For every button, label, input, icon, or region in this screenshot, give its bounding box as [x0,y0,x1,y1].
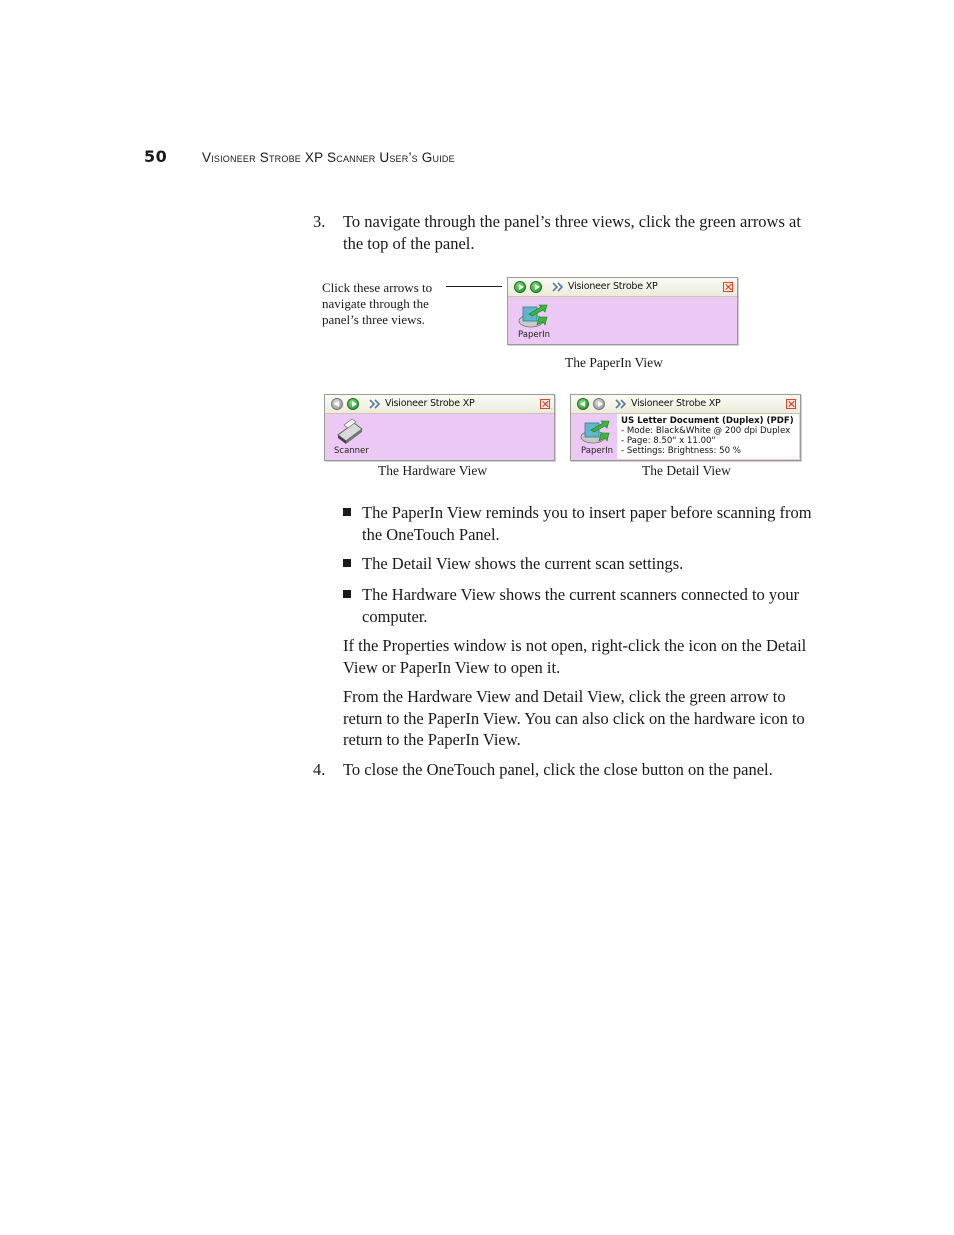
detail-view-panel [570,394,801,461]
step-number: 3. [313,212,326,231]
paperin-icon[interactable] [517,301,551,329]
bullet-item [343,502,813,546]
paperin-view-panel [507,277,738,345]
bullet-item [343,553,813,575]
step-3 [313,211,813,255]
detail-heading: US Letter Document (Duplex) (PDF) [621,416,794,426]
paragraph: From the Hardware View and Detail View, click the green arrow to return to the PaperIn View. You can also click on the hardware icon to return to the PaperIn View. [343,687,805,749]
double-chevron-icon [369,399,381,409]
bullet-text: The PaperIn View reminds you to insert paper before scanning from the OneTouch Panel. [362,503,812,544]
step-text: To navigate through the panel’s three views, click the green arrows at the top of the panel. [343,212,801,253]
green-arrow-right-icon[interactable] [530,281,542,293]
grey-arrow-left-icon[interactable] [331,398,343,410]
close-icon[interactable] [786,399,796,409]
paperin-icon[interactable] [579,417,613,445]
bullet-text: The Hardware View shows the current scanners connected to your computer. [362,585,800,626]
panel-titlebar [325,395,554,414]
scanner-icon[interactable] [334,417,364,445]
green-arrow-left-icon[interactable] [577,398,589,410]
step-text: To close the OneTouch panel, click the close button on the panel. [343,760,773,779]
panel-titlebar [571,395,800,414]
panel-title: Visioneer Strobe XP [568,281,658,292]
icon-label: PaperIn [581,446,613,456]
close-icon[interactable] [540,399,550,409]
close-icon[interactable] [723,282,733,292]
detail-line: - Page: 8.50" x 11.00" [621,436,716,446]
detail-line: - Mode: Black&White @ 200 dpi Duplex [621,426,791,436]
icon-label: Scanner [334,446,369,456]
icon-label: PaperIn [518,330,550,340]
callout-leader-line [446,286,502,287]
panel-title: Visioneer Strobe XP [631,398,721,409]
green-arrow-left-icon[interactable] [514,281,526,293]
double-chevron-icon [552,282,564,292]
step-4 [313,759,813,781]
step-number: 4. [313,760,326,779]
bullet-square-icon [343,590,351,598]
grey-arrow-right-icon[interactable] [593,398,605,410]
green-arrow-right-icon[interactable] [347,398,359,410]
page-number: 50 [144,147,168,166]
double-chevron-icon [615,399,627,409]
hardware-view-panel [324,394,555,461]
bullet-item [343,584,813,628]
paragraph: If the Properties window is not open, right-click the icon on the Detail View or PaperIn View to open it. [343,636,807,677]
bullet-square-icon [343,508,351,516]
running-title: Visioneer Strobe XP Scanner User’s Guide [202,150,455,165]
panel-titlebar [508,278,737,297]
paperin-view-caption: The PaperIn View [565,355,663,370]
bullet-text: The Detail View shows the current scan settings. [362,554,684,573]
detail-settings-box [617,414,799,459]
detail-line: - Settings: Brightness: 50 % [621,446,741,456]
bullet-square-icon [343,559,351,567]
detail-view-caption: The Detail View [642,463,731,478]
panel-title: Visioneer Strobe XP [385,398,475,409]
figure-callout: Click these arrows to navigate through the panel’s three views. [322,280,433,327]
hardware-view-caption: The Hardware View [378,463,488,478]
